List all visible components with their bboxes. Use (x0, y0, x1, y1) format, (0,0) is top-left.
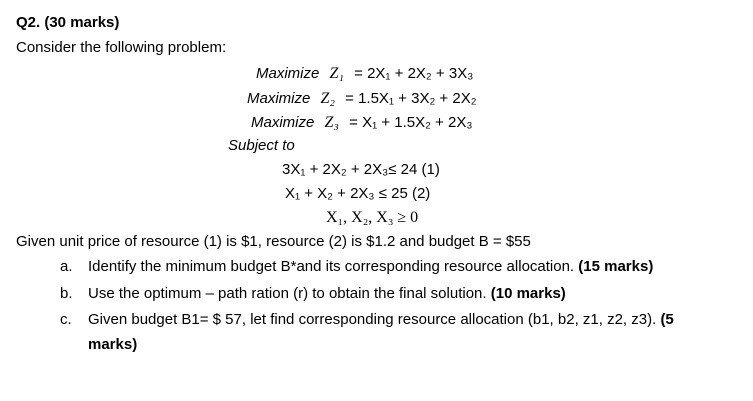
part-c-marks-continued: marks) (88, 336, 138, 353)
part-marker: a. (60, 258, 73, 275)
objective-label: Maximize (247, 90, 311, 107)
constraint-nonneg: X₁, X₂, X₃ ≥ 0 (326, 209, 419, 226)
part-text: Use the optimum – path ration (r) to obtain the final solution. (88, 285, 487, 302)
question-intro: Consider the following problem: (16, 39, 227, 56)
question-heading: Q2. (30 marks) (16, 14, 120, 31)
part-marks: (10 marks) (490, 285, 566, 302)
part-marks: (15 marks) (578, 258, 654, 275)
objective-var: Z₁ (329, 65, 344, 82)
objective-var: Z₃ (324, 114, 339, 131)
part-marks: (5 (660, 311, 674, 328)
objective-expr: = 2X₁ + 2X₂ + 3X₃ (354, 65, 474, 82)
objective-row-1 (256, 65, 473, 83)
objective-row-3 (251, 114, 472, 132)
part-text: Identify the minimum budget B*and its corresponding resource allocation. (88, 258, 575, 275)
objective-label: Maximize (256, 65, 320, 82)
given-statement: Given unit price of resource (1) is $1, resource (2) is $1.2 and budget B = $55 (16, 233, 531, 250)
part-marker: b. (60, 285, 73, 302)
part-c (60, 311, 674, 329)
constraint-2: X₁ + X₂ + 2X₃ ≤ 25 (2) (285, 185, 431, 202)
objective-expr: = 1.5X₁ + 3X₂ + 2X₂ (345, 90, 477, 107)
constraint-1: 3X₁ + 2X₂ + 2X₃≤ 24 (1) (282, 161, 440, 178)
subject-to-label: Subject to (228, 137, 295, 154)
part-marker: c. (60, 311, 72, 328)
part-text: Given budget B1= $ 57, let find corresponding resource allocation (b1, b2, z1, z2, z3). (88, 311, 657, 328)
objective-label: Maximize (251, 114, 315, 131)
objective-expr: = X₁ + 1.5X₂ + 2X₃ (349, 114, 473, 131)
objective-row-2 (247, 90, 477, 108)
part-a (60, 258, 653, 276)
objective-var: Z₂ (320, 90, 335, 107)
part-b (60, 285, 566, 303)
